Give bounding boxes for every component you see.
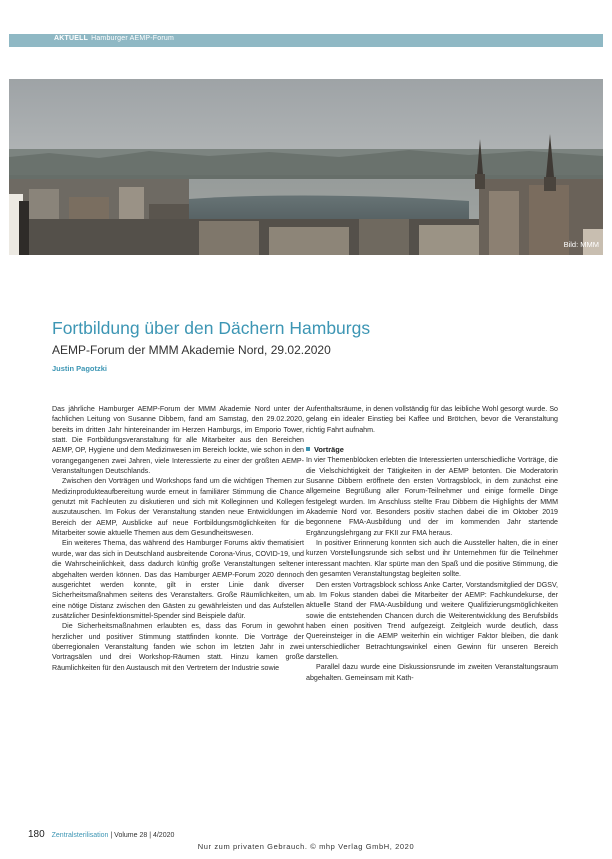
hamburg-skyline-photo: [9, 79, 603, 255]
journal-name: Zentralsterilisation: [51, 832, 109, 839]
section-label: [54, 35, 174, 42]
paragraph: Ein weiteres Thema, das während des Hamburger Forums aktiv thematisiert wurde, war das sich in Deutschland ausbreitende Corona-Virus, COVID-19, und die Wahrscheinlichkeit, dass dadurch künftig große Veranstaltungen seltener abgehalten werden können. Das das Hamburger AEMP-Forum 2020 dennoch ausgerichtet werden konnte, gilt in erster Linie dank diverser Sicherheitsmaßnahmen seitens des Veranstalters. Große Räumlichkeiten, um eine nötige Distanz zwischen den Gästen zu gewährleisten und das Aufstellen zusätzlicher Desinfektionsmittel-Spender sind Beispiele dafür.: [52, 539, 304, 620]
page-footer: [28, 829, 174, 840]
paragraph: Parallel dazu wurde eine Diskussionsrunde im zweiten Veranstaltungsraum abgehalten. Gemeinsam mit Kath-: [306, 663, 558, 682]
page-number: 180: [28, 829, 45, 840]
footer-separator: |: [110, 832, 115, 839]
paragraph: Den ersten Vortragsblock schloss Anke Carter, Vorstandsmitglied der DGSV, ab. Im Fokus standen dabei die Mitarbeiter der AEMP: Fachkundekurse, der aktuelle Stand der FMA-Ausbildung und weitere Qualifizierungsmöglichkeiten sowie die entstehenden Chancen durch die Weiterentwicklung des Berufsbilds haben einen positiven Trend aufgezeigt. Zeitgleich wurde deutlich, dass Quereinsteiger in die AEMP weiterhin ein wichtiger Faktor bleiben, die dank unterschiedlicher Betrachtungswinkel einen Gewinn für unseren Bereich darstellen.: [306, 580, 558, 661]
text-column-right: [306, 404, 558, 683]
article-author: Justin Pagotzki: [52, 364, 108, 373]
copyright-notice: Nur zum privaten Gebrauch. © mhp Verlag GmbH, 2020: [197, 842, 415, 851]
section-topic: Hamburger AEMP-Forum: [91, 35, 175, 42]
paragraph: In positiver Erinnerung konnten sich auch die Aussteller halten, die in einer kurzen Vorstellungsrunde sich selbst und ihr Unternehmen für die Teilnehmer interessant machten. Klar spürte man den Spaß und die positive Stimmung, die den gesamten Veranstaltungstag begleiten sollte.: [306, 539, 558, 579]
photo-credit: Bild: MMM: [563, 240, 599, 249]
section-header-bar: [9, 34, 603, 47]
text-column-left: [52, 404, 304, 673]
article-subtitle: AEMP-Forum der MMM Akademie Nord, 29.02.2020: [52, 343, 331, 357]
section-name: AKTUELL: [54, 35, 89, 42]
paragraph: In vier Themenblöcken erlebten die Interessierten unterschiedliche Vorträge, die die Vielschichtigkeit der Tätigkeiten in der AEMP betonten. Die Moderatorin Susanne Dibbern eröffnete den ersten Vortragsblock, in dem zunächst eine allgemeine Begrüßung aller Forum-Teilnehmer und einige formelle Dinge festgelegt wurden. Im Anschluss stellte Frau Dibbern die Highlights der MMM Akademie Nord vor. Besonders positiv stachen dabei die im Oktober 2019 begonnene FMA-Ausbildung und der im kommenden Jahr startende Ergänzungslehrgang zur FKII zur FMA heraus.: [306, 456, 558, 537]
paragraph: Aufenthaltsräume, in denen vollständig für das leibliche Wohl gesorgt wurde. So gelang ein idealer Einstieg bei Kaffee und Brötchen, bevor die Veranstaltung richtig Fahrt aufnahm.: [306, 405, 558, 434]
paragraph: Das jährliche Hamburger AEMP-Forum der MMM Akademie Nord unter der fachlichen Leitung von Susanne Dibbern, fand am Samstag, den 29.02.2020, bereits im dritten Jahr hintereinander im Herzen Hamburgs, im Emporio Tower, statt. Die Fortbildungsveranstaltung für alle Mitarbeiter aus den Bereichen AEMP, OP, Hygiene und dem Medizinwesen im Bereich lockte, wie schon in den vorangegangenen zwei Jahren, viele Interessierte zu einer der größten AEMP-Veranstaltungen Deutschlands.: [52, 405, 304, 476]
article-title: Fortbildung über den Dächern Hamburgs: [52, 318, 371, 338]
section-heading: [306, 445, 558, 455]
paragraph: Die Sicherheitsmaßnahmen erlaubten es, dass das Forum in gewohnt herzlicher und positiver Stimmung stattfinden konnte. Die Vorträge der überregionalen Veranstaltung fanden wie schon im letzten Jahr in zwei Vortragsälen und drei Workshop-Räumen statt. Hinzu kamen große Räumlichkeiten für den Austausch mit den Vertretern der Industrie sowie: [52, 622, 304, 672]
paragraph: Zwischen den Vorträgen und Workshops fand um die wichtigen Themen zur Medizinprodukteaufbereitung wurde erneut in familiärer Stimmung die Chance genutzt mit Fachleuten zu diskutieren und sich mit Kolleginnen und Kollegen auszutauschen. Im Fokus der Veranstaltung standen neue Entwicklungen im Bereich der AEMP, Ausblicke auf neue Fortbildungsmöglichkeiten für die Mitarbeiter sowie aktuelle Themen aus dem Gesundheitswesen.: [52, 477, 304, 538]
skyline-image: [9, 79, 603, 255]
journal-issue: Volume 28 | 4/2020: [114, 832, 175, 839]
section-heading-text: Vorträge: [314, 445, 344, 455]
bullet-square-icon: [306, 447, 310, 451]
